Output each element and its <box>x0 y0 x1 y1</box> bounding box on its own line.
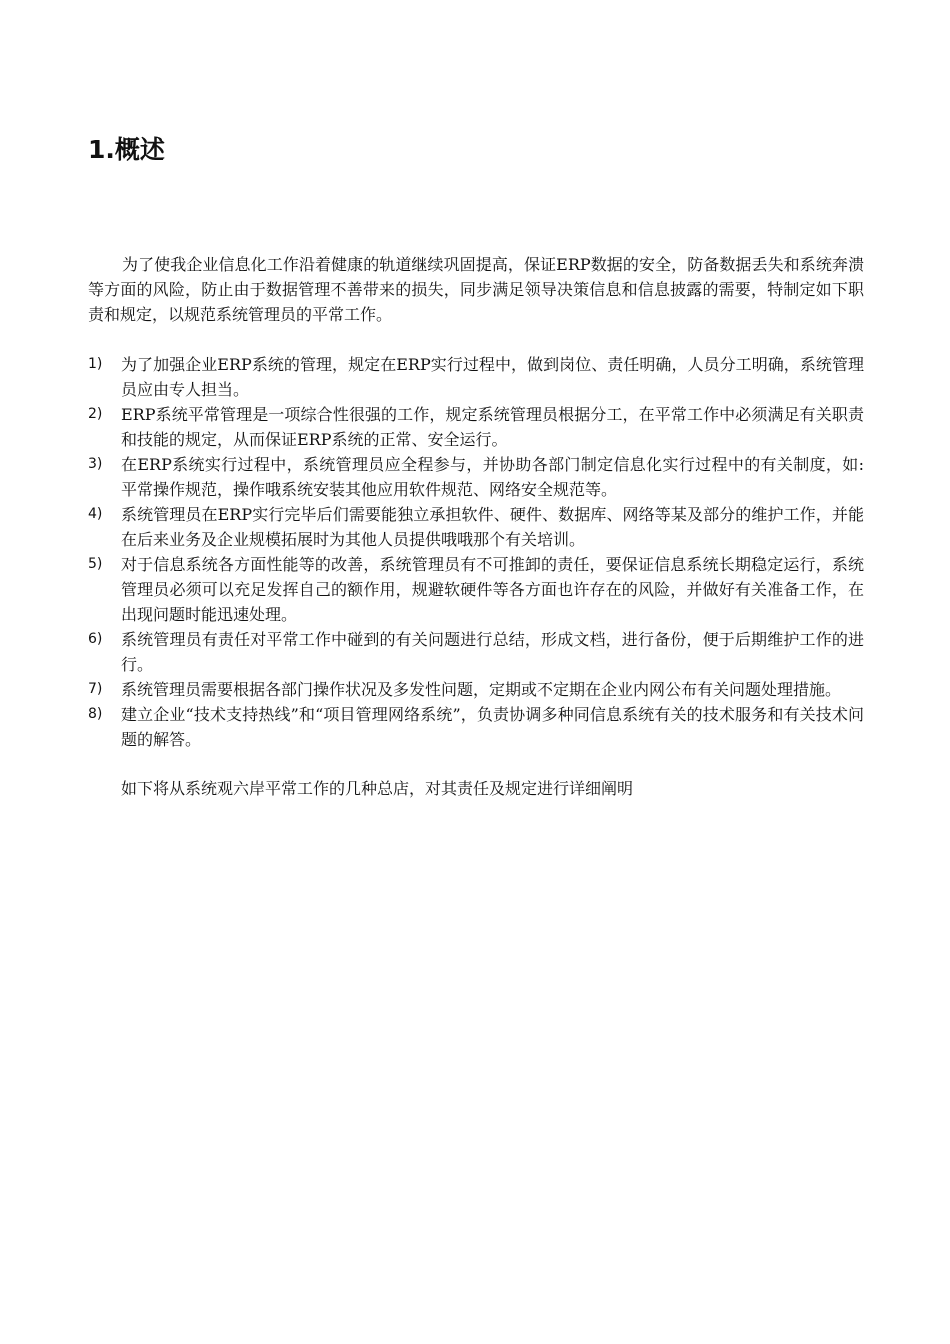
list-item-text: 为了加强企业ERP系统的管理，规定在ERP实行过程中，做到岗位、责任明确，人员分工明确，系统管理员应由专人担当。 <box>121 355 864 399</box>
list-item-text: 系统管理员在ERP实行完毕后们需要能独立承担软件、硬件、数据库、网络等某及部分的维护工作，并能在后来业务及企业规模拓展时为其他人员提供哦哦那个有关培训。 <box>121 505 864 549</box>
list-item-text: 系统管理员有责任对平常工作中碰到的有关问题进行总结，形成文档，进行备份，便于后期维护工作的进行。 <box>121 630 864 674</box>
responsibility-list <box>88 352 864 752</box>
list-item <box>88 677 864 702</box>
list-item-number: 4) <box>88 506 103 522</box>
list-item <box>88 452 864 502</box>
closing-paragraph: 如下将从系统观六岸平常工作的几种总店，对其责任及规定进行详细阐明 <box>121 779 634 798</box>
list-item-text: 在ERP系统实行过程中，系统管理员应全程参与，并协助各部门制定信息化实行过程中的有关制度，如:平常操作规范，操作哦系统安装其他应用软件规范、网络安全规范等。 <box>121 455 864 499</box>
list-item-number: 8) <box>88 706 103 722</box>
list-item-number: 5) <box>88 556 103 572</box>
list-item <box>88 352 864 402</box>
list-item <box>88 402 864 452</box>
list-item-number: 7) <box>88 681 103 697</box>
list-item-number: 1) <box>88 356 103 372</box>
list-item-number: 3) <box>88 456 103 472</box>
list-item <box>88 552 864 627</box>
list-item-text: ERP系统平常管理是一项综合性很强的工作，规定系统管理员根据分工，在平常工作中必须满足有关职责和技能的规定，从而保证ERP系统的正常、安全运行。 <box>121 405 864 449</box>
list-item-text: 对于信息系统各方面性能等的改善，系统管理员有不可推卸的责任，要保证信息系统长期稳定运行，系统管理员必须可以充足发挥自己的额作用，规避软硬件等各方面也许存在的风险，并做好有关准备工作，在出现问题时能迅速处理。 <box>121 555 864 624</box>
list-item-number: 2) <box>88 406 103 422</box>
list-item-text: 系统管理员需要根据各部门操作状况及多发性问题，定期或不定期在企业内网公布有关问题处理措施。 <box>121 680 842 699</box>
list-item-text: 建立企业“技术支持热线”和“项目管理网络系统”，负责协调多种同信息系统有关的技术服务和有关技术问题的解答。 <box>121 705 864 749</box>
list-item <box>88 502 864 552</box>
list-item <box>88 702 864 752</box>
list-item-number: 6) <box>88 631 103 647</box>
intro-paragraph: 为了使我企业信息化工作沿着健康的轨道继续巩固提高，保证ERP数据的安全，防备数据丢失和系统奔溃等方面的风险，防止由于数据管理不善带来的损失，同步满足领导决策信息和信息披露的需要，特制定如下职责和规定，以规范系统管理员的平常工作。 <box>88 255 864 324</box>
section-heading: 1.概述 <box>88 135 165 164</box>
list-item <box>88 627 864 677</box>
